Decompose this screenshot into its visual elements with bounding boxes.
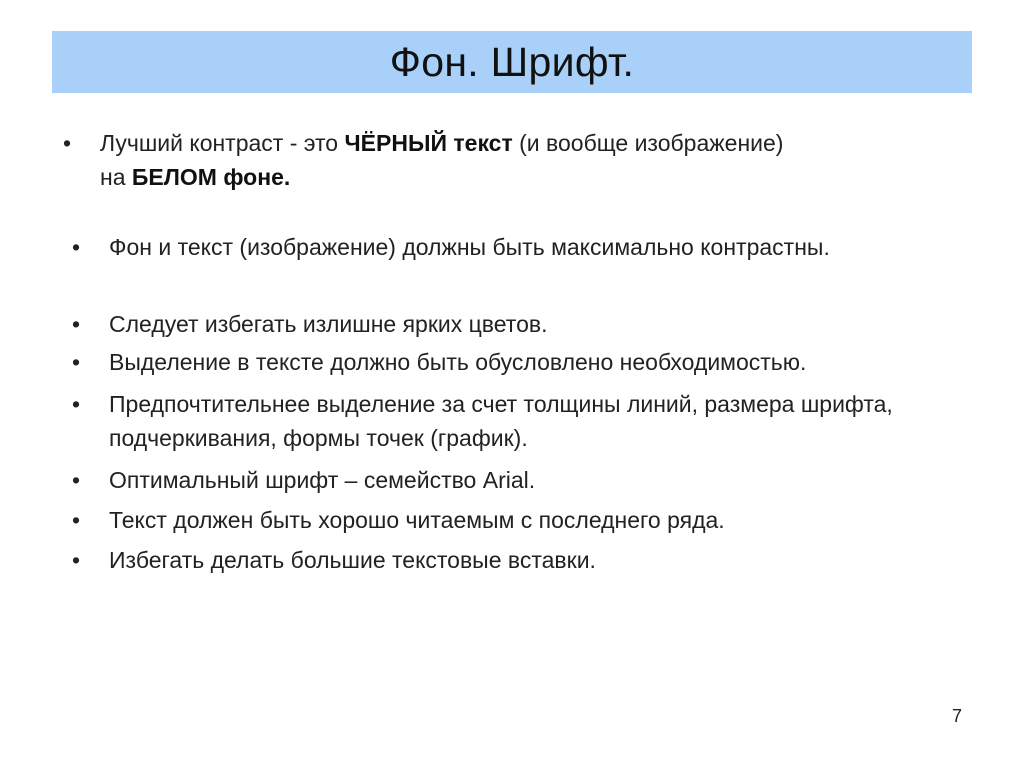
bullet-icon: • bbox=[71, 349, 81, 375]
bullet-icon: • bbox=[71, 467, 81, 493]
list-item-text: Избегать делать большие текстовые вставки. bbox=[109, 547, 596, 573]
bullet-icon: • bbox=[71, 234, 81, 260]
intro-bold-black-text: ЧЁРНЫЙ текст bbox=[344, 130, 513, 156]
list-item-text: Оптимальный шрифт – семейство Arial. bbox=[109, 467, 536, 493]
list-item-text: Следует избегать излишне ярких цветов. bbox=[109, 311, 548, 337]
intro-part1: Лучший контраст - это bbox=[100, 130, 345, 156]
bullet-icon: • bbox=[71, 507, 81, 533]
bullet-icon: • bbox=[71, 391, 81, 417]
intro-text bbox=[100, 126, 970, 194]
bullet-icon: • bbox=[71, 547, 81, 573]
slide-title-bar bbox=[52, 31, 972, 93]
list-item-text: Фон и текст (изображение) должны быть максимально контрастны. bbox=[109, 234, 830, 260]
page-number: 7 bbox=[951, 706, 962, 726]
bullet-icon: • bbox=[62, 130, 72, 156]
intro-part3: на bbox=[100, 164, 132, 190]
list-item-text: Текст должен быть хорошо читаемым с последнего ряда. bbox=[109, 507, 725, 533]
list-item-text: Выделение в тексте должно быть обусловлено необходимостью. bbox=[109, 349, 807, 375]
list-item-text: Предпочтительнее выделение за счет толщины линий, размера шрифта, подчеркивания, формы точек (график). bbox=[109, 391, 893, 451]
intro-bold-white-background: БЕЛОМ фоне. bbox=[131, 164, 291, 190]
bullet-icon: • bbox=[71, 311, 81, 337]
slide-title: Фон. Шрифт. bbox=[389, 38, 635, 85]
intro-part2: (и вообще изображение) bbox=[512, 130, 784, 156]
